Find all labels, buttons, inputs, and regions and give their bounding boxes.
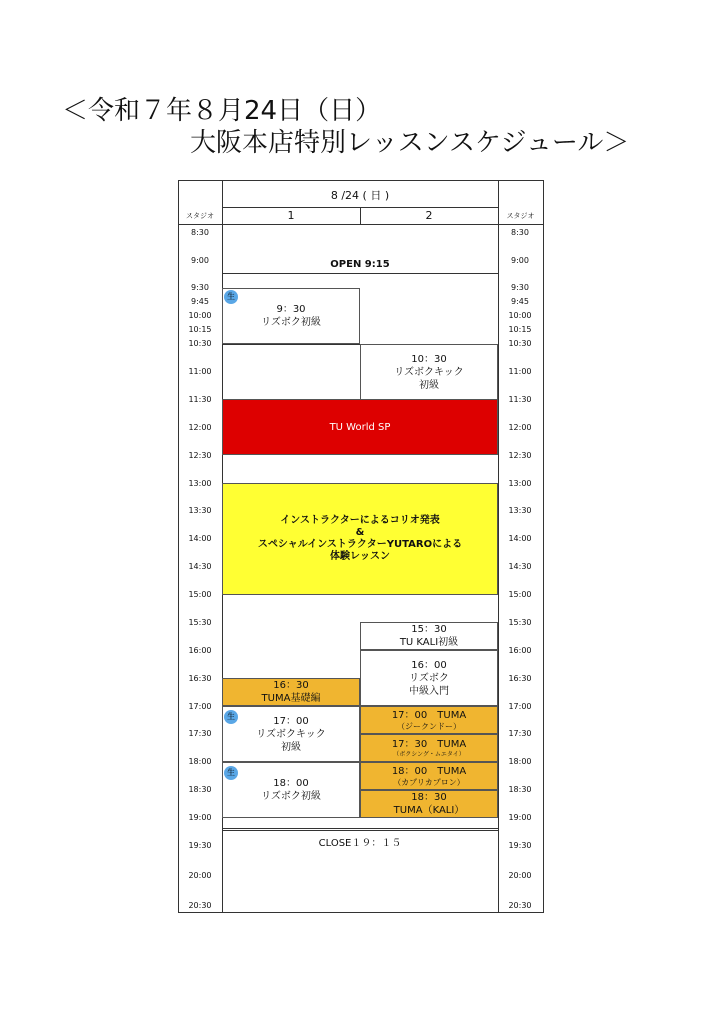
time-label: 9:45 [511, 297, 529, 306]
lesson-time: 16：00 [411, 659, 447, 671]
lesson-name: リズボクキック [394, 366, 464, 378]
special-line: スペシャルインストラクターYUTAROによる [257, 539, 463, 550]
time-label: 15:00 [188, 590, 212, 599]
lesson-s1-1700 [222, 706, 360, 762]
time-label: 9:30 [191, 283, 209, 292]
lesson-title: 18：30 [411, 792, 447, 803]
live-badge: 生 [224, 766, 238, 780]
lesson-title: 17：30 TUMA [391, 738, 467, 750]
lesson-s2-1030 [360, 344, 498, 400]
lesson-time: 9：30 [276, 304, 306, 315]
time-label: 17:30 [508, 729, 532, 738]
lesson-s1-1800 [222, 762, 360, 818]
live-badge: 生 [224, 710, 238, 724]
time-label: 10:15 [508, 325, 532, 334]
lesson-title: 17：00 TUMA [391, 709, 467, 721]
lesson-time: 17：00 [273, 715, 309, 727]
time-label: 17:00 [188, 702, 212, 711]
page-title-date: ＜令和７年８月24日（日） [62, 96, 382, 126]
lesson-s2-1530 [360, 622, 498, 650]
time-label: 19:00 [508, 813, 532, 822]
page-title-schedule: 大阪本店特別レッスンスケジュール＞ [190, 128, 630, 158]
lesson-s2-1800 [360, 762, 498, 790]
lesson-subtitle: （ジークンドー） [397, 721, 461, 731]
special-line: 体験レッスン [330, 551, 390, 562]
lesson-s2-1730 [360, 734, 498, 762]
lesson-level: 初級 [419, 379, 439, 391]
time-label: 16:30 [508, 674, 532, 683]
special-line: インストラクターによるコリオ発表 [280, 515, 440, 526]
time-label: 9:00 [511, 256, 529, 265]
lesson-subtitle: （ボクシング・ムエタイ） [393, 750, 465, 758]
lesson-name: リズボク初級 [261, 317, 321, 328]
time-label: 11:30 [508, 395, 532, 404]
lesson-title: 18：00 TUMA [391, 765, 467, 777]
date-header: 8 /24 ( 日 ) [330, 189, 390, 202]
time-label: 14:30 [188, 562, 212, 571]
time-label: 9:00 [191, 256, 209, 265]
time-label: 12:00 [188, 423, 212, 432]
time-label: 13:00 [508, 479, 532, 488]
time-label: 20:30 [188, 901, 212, 910]
time-label: 18:30 [508, 785, 532, 794]
lesson-name: TU KALI初級 [399, 637, 459, 648]
time-label: 9:30 [511, 283, 529, 292]
time-label: 13:30 [188, 506, 212, 515]
lesson-level: 中級入門 [409, 685, 449, 697]
time-label: 20:00 [188, 871, 212, 880]
time-label: 17:30 [188, 729, 212, 738]
time-label: 16:00 [508, 646, 532, 655]
time-label: 19:30 [188, 841, 212, 850]
time-label: 14:30 [508, 562, 532, 571]
time-label: 15:30 [188, 618, 212, 627]
time-label: 17:00 [508, 702, 532, 711]
time-label: 8:30 [191, 228, 209, 237]
time-label: 13:30 [508, 506, 532, 515]
lesson-s1-0930 [222, 288, 360, 344]
time-label: 20:30 [508, 901, 532, 910]
lesson-time: 15：30 [411, 624, 447, 635]
lesson-name: リズボク [409, 672, 449, 684]
close-label: CLOSE１９：１５ [318, 838, 402, 849]
time-label: 18:00 [508, 757, 532, 766]
time-label: 11:30 [188, 395, 212, 404]
open-row [222, 224, 498, 274]
lesson-time: 18：00 [273, 778, 309, 789]
time-label: 10:30 [188, 339, 212, 348]
lesson-s1-1630 [222, 678, 360, 706]
time-label: 14:00 [508, 534, 532, 543]
lesson-name: リズボク初級 [261, 791, 321, 802]
lesson-name: TUMA基礎編 [261, 693, 321, 704]
time-label: 16:30 [188, 674, 212, 683]
time-label: 10:00 [188, 311, 212, 320]
lesson-time: 16：30 [273, 680, 309, 691]
studio-label-right: スタジオ [506, 212, 535, 220]
time-label: 12:30 [188, 451, 212, 460]
studio-1-header: 1 [287, 209, 295, 222]
time-label: 10:15 [188, 325, 212, 334]
live-badge: 生 [224, 290, 238, 304]
time-label: 18:00 [188, 757, 212, 766]
time-label: 11:00 [188, 367, 212, 376]
lesson-time: 10：30 [411, 353, 447, 365]
special-line: & [355, 527, 365, 538]
lesson-s2-1600 [360, 650, 498, 706]
time-label: 8:30 [511, 228, 529, 237]
tu-world-label: TU World SP [329, 421, 391, 433]
tu-world-sp-block [222, 399, 498, 455]
lesson-name: リズボクキック [256, 728, 326, 740]
time-label: 18:30 [188, 785, 212, 794]
special-event-block [222, 483, 498, 595]
time-label: 16:00 [188, 646, 212, 655]
time-label: 10:30 [508, 339, 532, 348]
time-label: 12:00 [508, 423, 532, 432]
time-label: 19:30 [508, 841, 532, 850]
time-label: 19:00 [188, 813, 212, 822]
time-label: 14:00 [188, 534, 212, 543]
studio-2-header: 2 [425, 209, 433, 222]
lesson-level: 初級 [281, 741, 301, 753]
time-label: 15:30 [508, 618, 532, 627]
open-label: OPEN 9:15 [330, 259, 390, 270]
time-label: 13:00 [188, 479, 212, 488]
time-label: 10:00 [508, 311, 532, 320]
time-label: 20:00 [508, 871, 532, 880]
time-label: 15:00 [508, 590, 532, 599]
time-label: 11:00 [508, 367, 532, 376]
lesson-subtitle: （カプリカプロン） [393, 777, 465, 787]
lesson-subtitle: TUMA（KALI） [393, 805, 465, 816]
lesson-s2-1830 [360, 790, 498, 818]
time-label: 12:30 [508, 451, 532, 460]
time-label: 9:45 [191, 297, 209, 306]
studio-label-left: スタジオ [186, 212, 214, 220]
lesson-s2-1700 [360, 706, 498, 734]
